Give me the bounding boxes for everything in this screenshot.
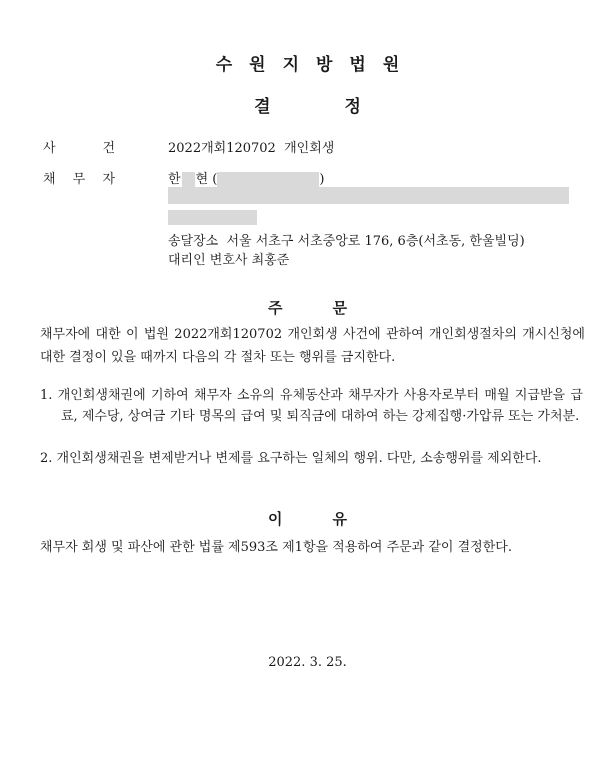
debtor-label [43, 168, 115, 187]
reason-heading-char: 유 [332, 510, 347, 528]
redacted-address-line [168, 187, 569, 204]
order-heading-char: 문 [332, 299, 347, 317]
service-address: 송달장소 서울 서초구 서초중앙로 176, 6층(서초동, 한울빌딩) [168, 234, 525, 249]
paren-open: ( [212, 172, 218, 187]
redacted-address-line [168, 210, 257, 225]
case-label [43, 137, 115, 156]
debtor-name [168, 168, 324, 187]
paren-close: ) [319, 172, 325, 187]
debtor-name-last: 현 [195, 172, 209, 187]
order-item-2: 2. 개인회생채권을 변제받거나 변제를 요구하는 일체의 행위. 다만, 소송행위를 제외한다. [40, 451, 542, 466]
document-type: 결정 [254, 97, 435, 117]
decision-date: 2022. 3. 25. [268, 655, 347, 670]
debtor-label-char: 자 [102, 172, 115, 187]
debtor-label-char: 무 [72, 172, 86, 187]
redaction-block [182, 172, 195, 187]
redaction-block [217, 172, 319, 187]
case-number: 2022개회120702 [168, 141, 276, 156]
reason-heading [0, 508, 615, 529]
debtor-label-char: 채 [43, 172, 56, 187]
order-item-1: 1. 개인회생채권에 기하여 채무자 소유의 유체동산과 채무자가 사용자로부터 매월 지급받을 급료, 제수당, 상여금 기타 명목의 급여 및 퇴직금에 대하여 하는 강제집행·가압류 또는 가처분. [40, 388, 583, 424]
debtor-name-first: 한 [168, 172, 181, 187]
case-value [168, 137, 334, 156]
reason-text: 채무자 회생 및 파산에 관한 법률 제593조 제1항을 적용하여 주문과 같이 결정한다. [40, 540, 512, 555]
order-heading-char: 주 [268, 299, 283, 317]
case-type: 개인회생 [284, 141, 335, 156]
order-intro: 채무자에 대한 이 법원 2022개회120702 개인회생 사건에 관하여 개인회생절차의 개시신청에 대한 결정이 있을 때까지 다음의 각 절차 또는 행위를 금지한다. [40, 327, 585, 365]
reason-heading-char: 이 [268, 510, 283, 528]
agent: 대리인 변호사 최홍준 [168, 253, 290, 268]
court-name: 수원지방법원 [215, 55, 417, 75]
case-label-char: 사 [43, 141, 56, 156]
order-heading [0, 297, 615, 318]
case-label-char: 건 [102, 141, 115, 156]
